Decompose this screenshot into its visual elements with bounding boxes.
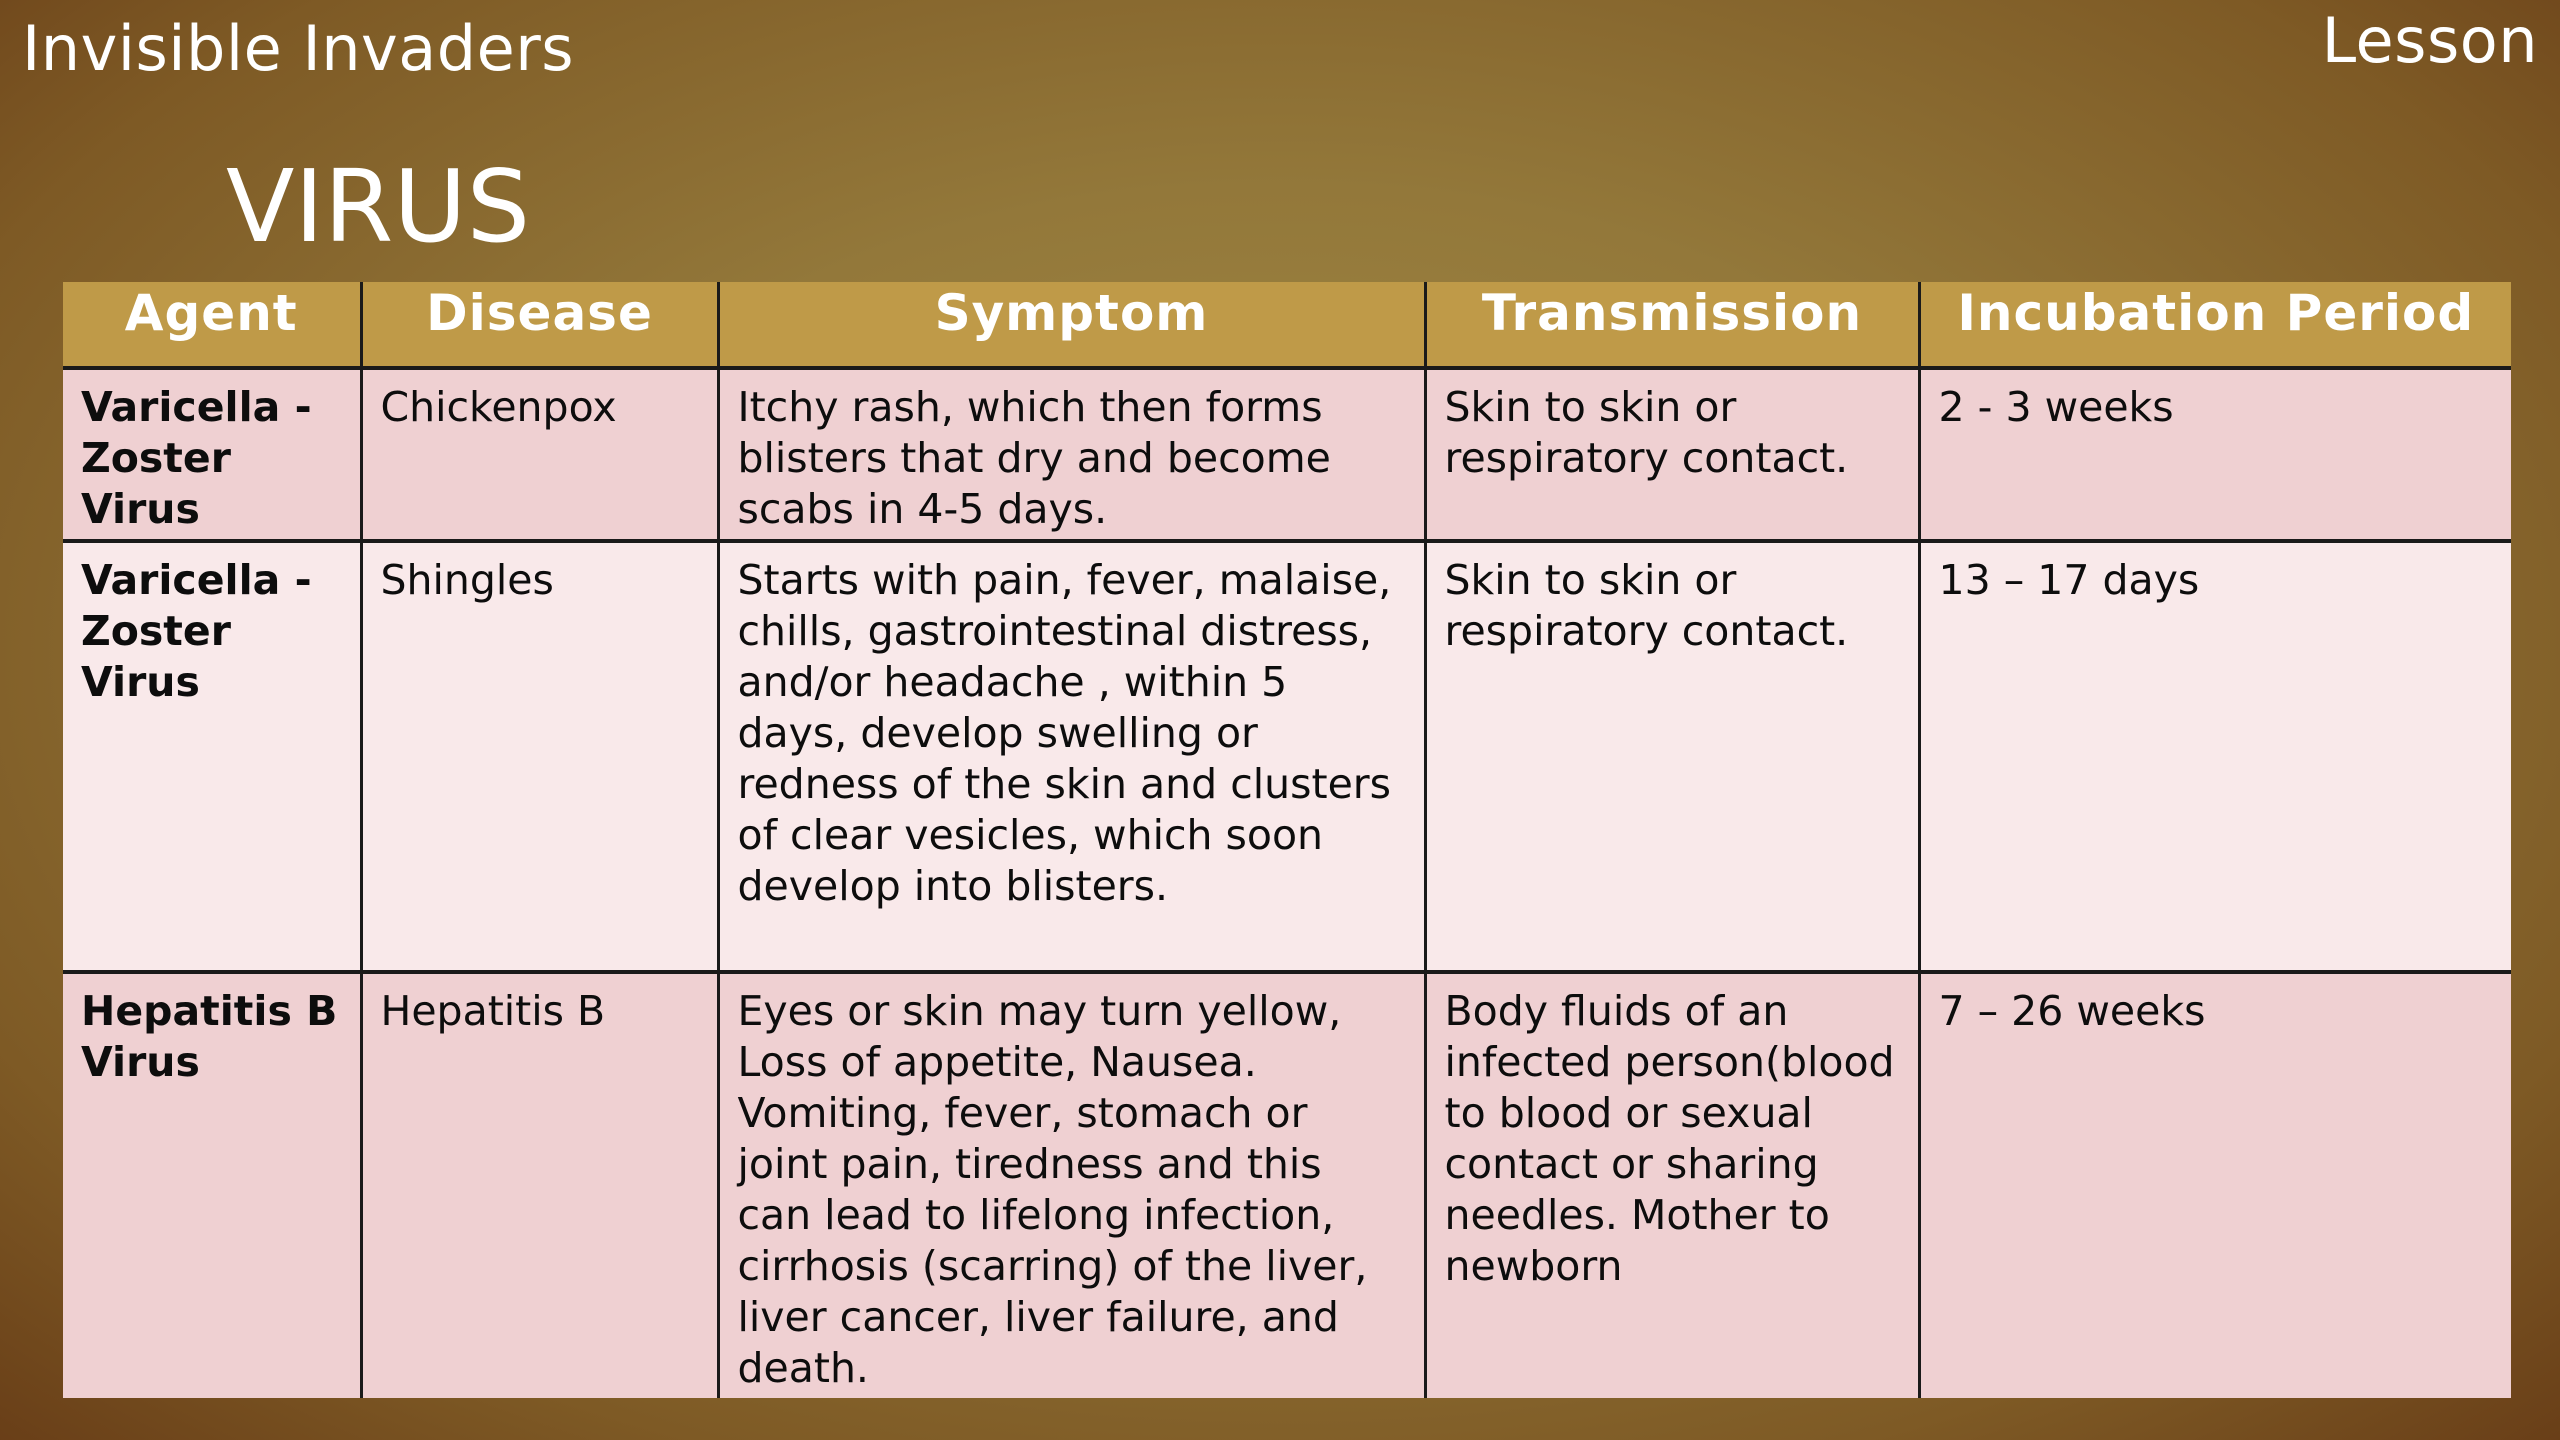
incubation-cell: 13 – 17 days [1919,541,2511,972]
agent-cell: Varicella - Zoster Virus [63,368,361,541]
agent-cell: Hepatitis B Virus [63,972,361,1398]
transmission-cell: Skin to skin or respiratory contact. [1425,368,1919,541]
column-header-agent: Agent [63,282,361,368]
transmission-cell: Skin to skin or respiratory contact. [1425,541,1919,972]
lesson-label: Lesson [2321,4,2538,77]
course-title: Invisible Invaders [22,12,575,85]
table-row [63,541,2511,972]
column-header-symptom: Symptom [718,282,1425,368]
slide-title: VIRUS [226,148,531,265]
symptom-cell: Starts with pain, fever, malaise, chills, gastrointestinal distress, and/or headache , within 5 days, develop swelling or redness of the skin and clusters of clear vesicles, which soon develop into blisters. [718,541,1425,972]
disease-cell: Chickenpox [361,368,718,541]
column-header-transmission: Transmission [1425,282,1919,368]
virus-table [63,282,2511,1398]
column-header-incubation: Incubation Period [1919,282,2511,368]
agent-cell: Varicella - Zoster Virus [63,541,361,972]
table-header-row [63,282,2511,368]
incubation-cell: 7 – 26 weeks [1919,972,2511,1398]
symptom-cell: Itchy rash, which then forms blisters that dry and become scabs in 4-5 days. [718,368,1425,541]
table-row [63,368,2511,541]
disease-cell: Hepatitis B [361,972,718,1398]
disease-cell: Shingles [361,541,718,972]
column-header-disease: Disease [361,282,718,368]
incubation-cell: 2 - 3 weeks [1919,368,2511,541]
symptom-cell: Eyes or skin may turn yellow, Loss of appetite, Nausea. Vomiting, fever, stomach or joint pain, tiredness and this can lead to lifelong infection, cirrhosis (scarring) of the liver, liver cancer, liver failure, and death. [718,972,1425,1398]
table-row [63,972,2511,1398]
transmission-cell: Body fluids of an infected person(blood to blood or sexual contact or sharing needles. Mother to newborn [1425,972,1919,1398]
